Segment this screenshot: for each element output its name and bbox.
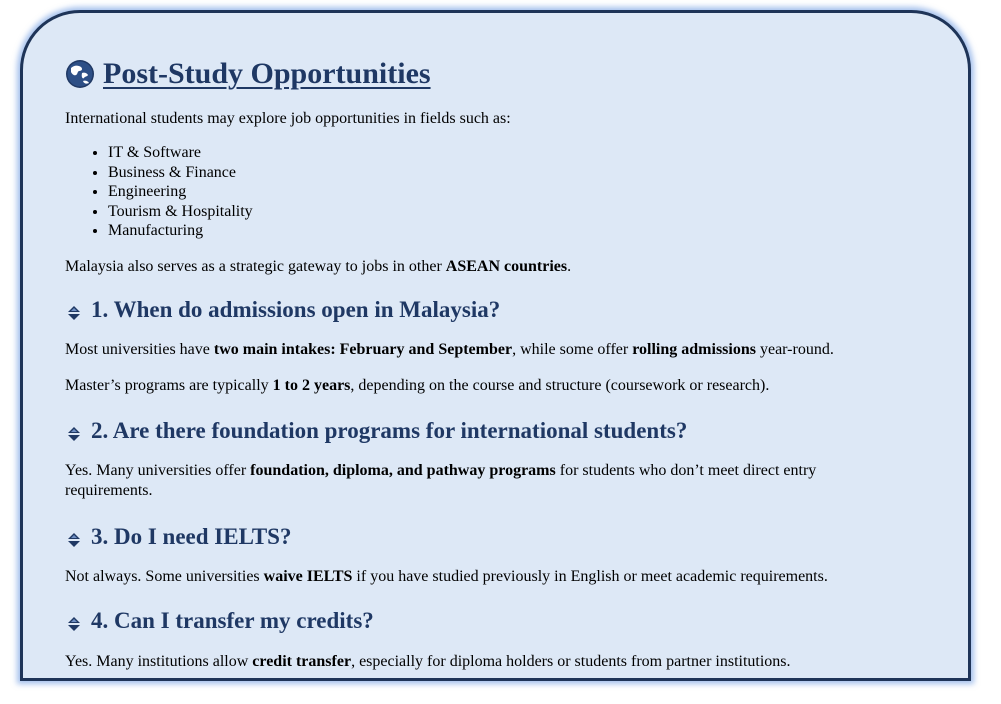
faq-answer-2: Yes. Many universities offer foundation, diploma, and pathway programs for students who don’t meet direct entry requirements.: [65, 461, 817, 499]
page-title-text: Post-Study Opportunities: [103, 57, 431, 90]
list-item: • Tourism & Hospitality: [108, 202, 948, 222]
faq-question-2: 2. Are there foundation programs for international students?: [65, 417, 948, 445]
fields-list: [65, 143, 948, 241]
faq-question-4: 4. Can I transfer my credits?: [65, 607, 948, 635]
diamond-icon: [65, 422, 83, 440]
faq-question-3: 3. Do I need IELTS?: [65, 523, 948, 551]
list-item: • Engineering: [108, 182, 948, 202]
globe-asia-icon: [65, 59, 95, 89]
diamond-icon: [65, 301, 83, 319]
content-body: [65, 55, 948, 672]
faq-answer-1b: Master’s programs are typically 1 to 2 years, depending on the course and structure (coursework or research).: [65, 376, 770, 394]
list-item: • Manufacturing: [108, 221, 948, 241]
list-item: • Business & Finance: [108, 163, 948, 183]
faq-answer-4: Yes. Many institutions allow credit transfer, especially for diploma holders or students from partner institutions.: [65, 652, 791, 670]
intro-text: International students may explore job opportunities in fields such as:: [65, 110, 511, 127]
content-card: [20, 10, 971, 681]
page-title: [65, 55, 948, 93]
faq-answer-1a: Most universities have two main intakes: February and September, while some offer rolling admissions year-round.: [65, 340, 834, 358]
faq-question-1: 1. When do admissions open in Malaysia?: [65, 296, 948, 324]
list-item: • IT & Software: [108, 143, 948, 163]
gateway-text: Malaysia also serves as a strategic gateway to jobs in other ASEAN countries.: [65, 257, 572, 275]
diamond-icon: [65, 528, 83, 546]
faq-answer-3: Not always. Some universities waive IELTS if you have studied previously in English or meet academic requirements.: [65, 567, 828, 585]
diamond-icon: [65, 612, 83, 630]
